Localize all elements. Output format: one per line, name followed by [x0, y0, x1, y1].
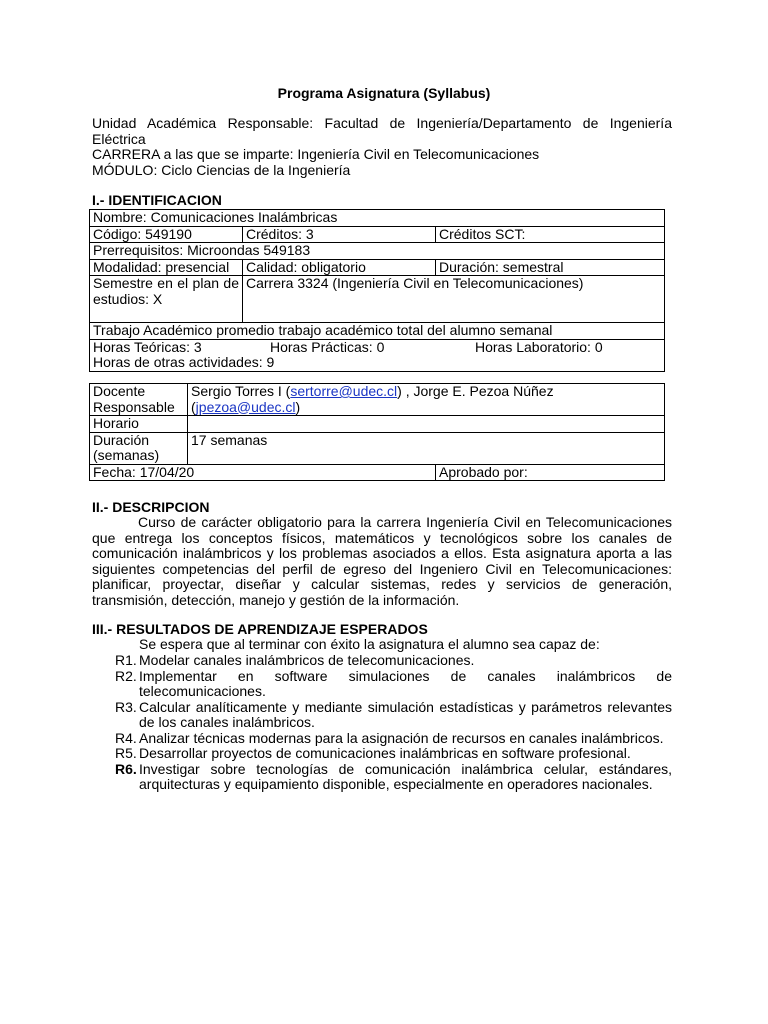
result-code: R6.: [115, 760, 137, 777]
docente-name-2: ) , Jorge E. Pezoa Núñez (: [191, 383, 554, 415]
horas-practicas: Horas Prácticas: 0: [270, 338, 385, 355]
carrera-plan-cell: Carrera 3324 (Ingeniería Civil en Telecomunicaciones): [243, 276, 665, 323]
result-text: Modelar canales inalámbricos de telecomunicaciones.: [139, 652, 475, 668]
creditos-cell: Créditos: 3: [243, 226, 436, 243]
modalidad-cell: Modalidad: presencial: [90, 259, 243, 276]
identification-table: [89, 209, 665, 372]
section-resultados-heading: III.- RESULTADOS DE APRENDIZAJE ESPERADOS: [92, 621, 428, 637]
staff-table: [89, 383, 665, 481]
results-list: [115, 653, 672, 793]
codigo-cell: Código: 549190: [90, 226, 243, 243]
horas-cell: [90, 339, 665, 371]
list-item: [115, 731, 672, 747]
horario-value: [188, 416, 665, 433]
result-code: R1.: [115, 652, 137, 668]
docente-value: [188, 384, 665, 416]
duracion-cell: Duración: semestral: [436, 259, 665, 276]
result-code: R4.: [115, 729, 137, 746]
result-code: R3.: [115, 698, 137, 715]
duracion-semanas-value: 17 semanas: [188, 432, 665, 464]
result-text: Implementar en software simulaciones de canales inalámbricos de telecomunicaciones.: [139, 667, 672, 699]
list-item: [115, 653, 672, 669]
calidad-cell: Calidad: obligatorio: [243, 259, 436, 276]
section-identificacion-heading: I.- IDENTIFICACION: [92, 192, 222, 208]
horas-laboratorio: Horas Laboratorio: 0: [475, 338, 603, 355]
trabajo-academico-cell: Trabajo Académico promedio trabajo académico total del alumno semanal: [90, 323, 665, 340]
document-title: Programa Asignatura (Syllabus): [277, 85, 491, 101]
carrera-line: CARRERA a las que se imparte: Ingeniería Civil en Telecomunicaciones: [92, 146, 540, 162]
email-link-sertorre[interactable]: sertorre@udec.cl: [290, 383, 398, 399]
duracion-semanas-label: Duración (semanas): [90, 432, 188, 464]
modulo-line: MÓDULO: Ciclo Ciencias de la Ingeniería: [92, 161, 351, 178]
result-text: Calcular analíticamente y mediante simulación estadísticas y parámetros relevantes de los canales inalámbricos.: [139, 698, 672, 730]
docente-name-1: Sergio Torres I (: [191, 383, 291, 399]
horario-label: Horario: [90, 416, 188, 433]
fecha-cell: Fecha: 17/04/20: [90, 464, 436, 481]
list-item: [115, 700, 672, 731]
nombre-cell: Nombre: Comunicaciones Inalámbricas: [90, 210, 665, 227]
semestre-cell: Semestre en el plan de estudios: X: [90, 276, 243, 323]
aprobado-cell: Aprobado por:: [436, 464, 665, 481]
list-item: [115, 746, 672, 762]
descripcion-body: Curso de carácter obligatorio para la carrera Ingeniería Civil en Telecomunicaciones que entrega los conceptos físicos, matemáticos y tecnológicos sobre los canales de comunicación inalámbricos y los problemas asociados a ellos. Esta asignatura aporta a las siguientes competencias del perfil de egreso del Ingeniero Civil en Telecomunicaciones: planificar, proyectar, diseñar y calcular sistemas, redes y servicios de generación, transmisión, detección, manejo y gestión de la información.: [92, 514, 672, 608]
list-item: [115, 762, 672, 793]
horas-otras: Horas de otras actividades: 9: [93, 354, 275, 370]
result-text: Desarrollar proyectos de comunicaciones inalámbricas en software profesional.: [139, 745, 631, 761]
creditos-sct-cell: Créditos SCT:: [436, 226, 665, 243]
result-text: Investigar sobre tecnologías de comunicación inalámbrica celular, estándares, arquitecturas y equipamiento disponible, especialmente en operadores nacionales.: [139, 760, 672, 792]
prerrequisitos-cell: Prerrequisitos: Microondas 549183: [90, 243, 665, 260]
section-descripcion-heading: II.- DESCRIPCION: [92, 499, 210, 515]
unidad-academica: Unidad Académica Responsable: Facultad de Ingeniería/Departamento de Ingeniería Eléctrica: [92, 115, 672, 147]
horas-teoricas: Horas Teóricas: 3: [93, 338, 202, 355]
docente-end: ): [295, 398, 301, 415]
resultados-intro: Se espera que al terminar con éxito la asignatura el alumno sea capaz de:: [139, 636, 600, 652]
result-code: R5.: [115, 745, 137, 761]
email-link-jpezoa[interactable]: jpezoa@udec.cl: [195, 398, 296, 415]
list-item: [115, 669, 672, 700]
horas-row: [93, 340, 661, 356]
result-code: R2.: [115, 667, 137, 684]
docente-label: Docente Responsable: [90, 384, 188, 416]
header-block: [92, 116, 672, 178]
result-text: Analizar técnicas modernas para la asignación de recursos en canales inalámbricos.: [139, 729, 664, 746]
